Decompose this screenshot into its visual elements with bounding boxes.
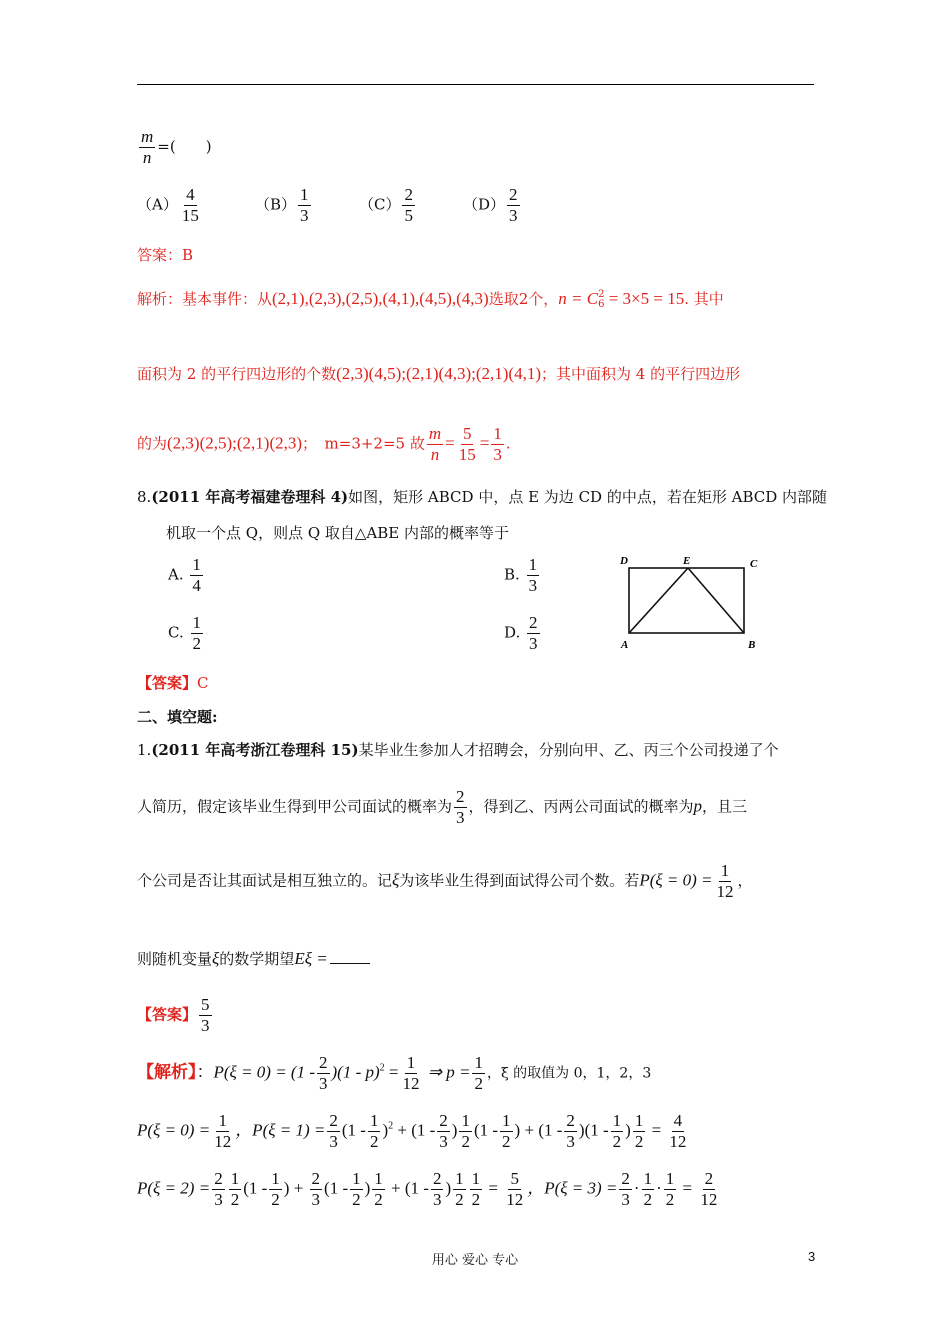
q8-answer: 【答案】C: [137, 674, 209, 692]
q7-option-a: （A） $\frac{4}{15}$: [137, 185, 199, 225]
section-title: 二、填空题:: [137, 708, 218, 726]
q8-option-d: D. $\frac{2}{3}$: [504, 613, 538, 653]
fill1-line2: 人简历，假定该毕业生得到甲公司面试的概率为 $\frac{2}{3}$ ，得到乙、丙两公司面试的概率为p，且三: [137, 787, 748, 827]
q8-option-c: C. $\frac{1}{2}$: [168, 613, 201, 653]
page-number: 3: [808, 1249, 816, 1264]
rectangle-figure: [616, 552, 766, 652]
fill1-line4: 则随机变量ξ的数学期望Eξ =: [137, 948, 370, 969]
ratio-tail: =( ): [157, 137, 212, 156]
page-footer: 用心 爱心 专心: [431, 1253, 519, 1268]
header-rule: [137, 84, 814, 85]
segment-eb: [688, 568, 744, 633]
fill1-analysis-line2: P(ξ = 0) = $\frac{1}{12}$ ，P(ξ = 1) = $\frac{2}{3}$ (1 - $\frac{1}{2}$ )$^2$ + (1 - $\frac{2}{3}$ ) $\frac{1}{2}$ (1 - $\frac{1}{2}$ ) + (1 - $\frac{2}{3}$ )(1 - $\frac{1}{2}$ ) $\frac{1}{2}$ = $\frac{4}{12}$: [137, 1111, 687, 1151]
q7-option-d: （D） $\frac{2}{3}$: [463, 185, 518, 225]
fill1-line1: 1.(2011 年高考浙江卷理科 15)某毕业生参加人才招聘会，分别向甲、乙、丙三个公司投递了个: [137, 741, 779, 759]
fill1-answer: 【答案】 $\frac{5}{3}$: [137, 995, 210, 1035]
q8-option-a: A. $\frac{1}{4}$: [168, 555, 201, 595]
label-e: E: [683, 555, 691, 567]
q8-line1: 8.(2011 年高考福建卷理科 4)如图，矩形 ABCD 中，点 E 为边 CD 的中点，若在矩形 ABCD 内部随: [137, 488, 828, 506]
q7-option-c: （C） $\frac{2}{5}$: [359, 185, 413, 225]
q8-line2: 机取一个点 Q，则点 Q 取自△ABE 内部的概率等于: [166, 524, 510, 542]
label-b: B: [748, 639, 756, 651]
q7-answer: 答案：B: [137, 246, 194, 264]
label-a: A: [621, 639, 629, 651]
q7-analysis-line1: 解析：基本事件：从(2,1),(2,3),(2,5),(4,1),(4,5),(4,3)选取2个，n = C 2 6 = 3×5 = 15. 其中: [137, 289, 724, 310]
q7-option-b: （B） $\frac{1}{3}$: [255, 185, 309, 225]
rectangle-abcd: [629, 568, 744, 633]
q8-option-b: B. $\frac{1}{3}$: [504, 555, 538, 595]
segment-ae: [629, 568, 688, 633]
label-d: D: [620, 555, 628, 567]
q7-analysis-line3: 的为(2,3)(2,5);(2,1)(2,3)； m=3+2=5 故 $\frac{m}{n}$ = $\frac{5}{15}$ = $\frac{1}{3}$ .: [137, 424, 511, 464]
label-c: C: [750, 558, 758, 570]
ratio-fraction: $\frac{m}{n}$: [141, 127, 154, 167]
fill1-analysis-line3: P(ξ = 2) = $\frac{2}{3}$ $\frac{1}{2}$ (1 - $\frac{1}{2}$ ) + $\frac{2}{3}$ (1 - $\frac{1}{2}$ ) $\frac{1}{2}$ + (1 - $\frac{2}{3}$ ) $\frac{1}{2}$ $\frac{1}{2}$ = $\frac{5}{12}$ ，P(ξ = 3) = $\frac{2}{3}$ · $\frac{1}{2}$ · $\frac{1}{2}$ = $\frac{2}{12}$: [137, 1169, 718, 1209]
q7-ratio: [137, 128, 212, 167]
answer-blank: [330, 963, 370, 964]
fill1-analysis-line1: 【解析】：P(ξ = 0) = (1 - $\frac{2}{3}$ )(1 - p)$^2$ = $\frac{1}{12}$ ⇒ p = $\frac{1}{2}$ ，ξ 的取值为 0，1，2，3: [137, 1053, 652, 1093]
fill1-line3: 个公司是否让其面试是相互独立的。记ξ为该毕业生得到面试得公司个数。若P(ξ = 0) = $\frac{1}{12}$ ，: [137, 861, 753, 901]
q7-analysis-line2: 面积为 2 的平行四边形的个数(2,3)(4,5);(2,1)(4,3);(2,1)(4,1)；其中面积为 4 的平行四边形: [137, 364, 741, 383]
